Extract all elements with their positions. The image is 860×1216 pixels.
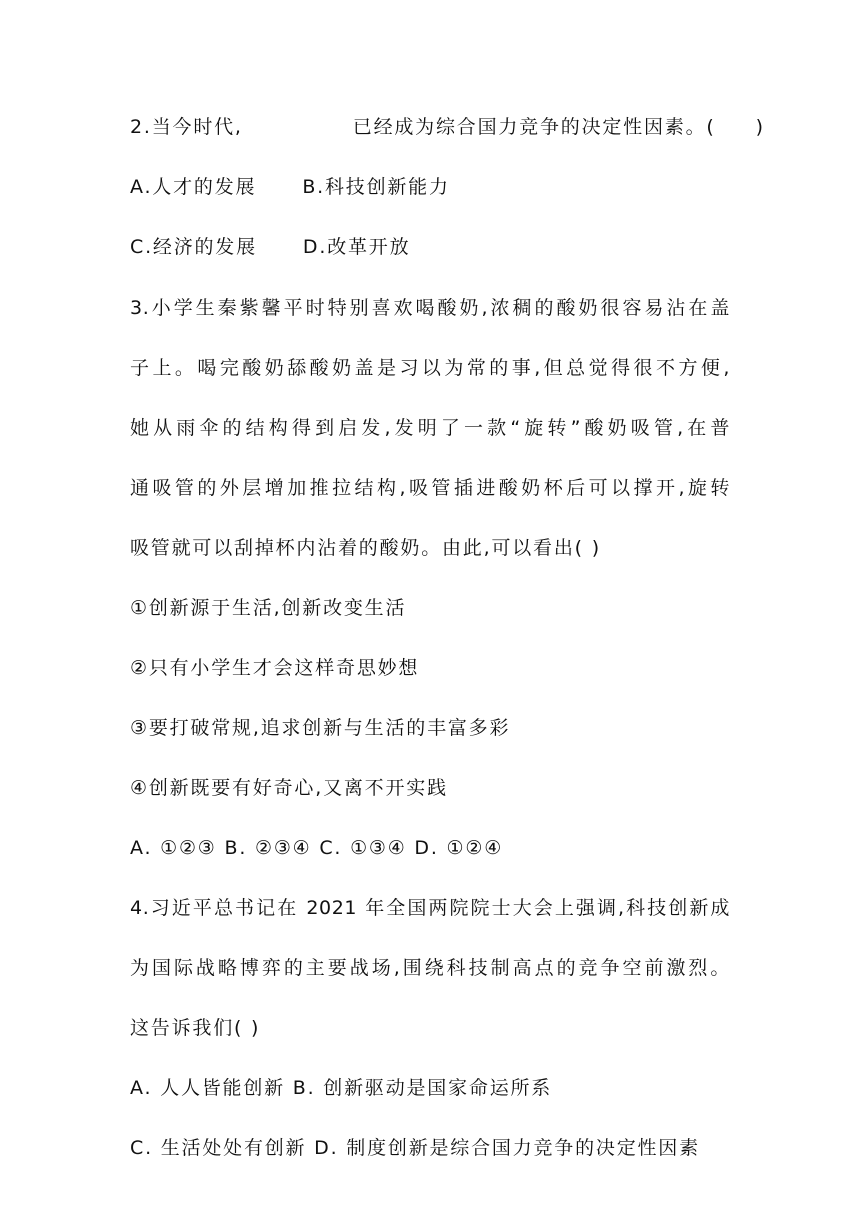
q4-options-cd: C. 生活处处有创新 D. 制度创新是综合国力竞争的决定性因素 [130,1137,700,1159]
q3-item-1: ①创新源于生活,创新改变生活 [130,597,407,619]
q2-stem-prefix: 2.当今时代, [130,116,243,138]
q2-option-a: A.人才的发展 [130,176,257,198]
q3-stem-line-5: 吸管就可以刮掉杯内沾着的酸奶。由此,可以看出( ) [130,537,601,559]
q3-options: A. ①②③ B. ②③④ C. ①③④ D. ①②④ [130,837,504,859]
q2-options-ab [130,173,450,201]
q2-option-d: D.改革开放 [302,236,411,258]
q4-stem-line-3: 这告诉我们( ) [130,1017,261,1039]
q2-options-cd [130,233,410,261]
q3-item-2: ②只有小学生才会这样奇思妙想 [130,657,420,679]
q2-option-c: C.经济的发展 [130,236,257,258]
q3-stem-line-1: 3.小学生秦紫馨平时特别喜欢喝酸奶,浓稠的酸奶很容易沾在盖 [130,297,730,319]
q3-item-3: ③要打破常规,追求创新与生活的丰富多彩 [130,717,511,739]
q4-stem-line-2: 为国际战略博弈的主要战场,围绕科技制高点的竞争空前激烈。 [130,957,730,979]
q3-stem-line-2: 子上。喝完酸奶舔酸奶盖是习以为常的事,但总觉得很不方便, [130,357,730,379]
q3-stem-line-4: 通吸管的外层增加推拉结构,吸管插进酸奶杯后可以撑开,旋转 [130,477,730,499]
q4-options-ab: A. 人人皆能创新 B. 创新驱动是国家命运所系 [130,1077,553,1099]
q4-stem-line-1: 4.习近平总书记在 2021 年全国两院院士大会上强调,科技创新成 [130,897,730,919]
q2-stem [130,113,765,141]
q2-option-b: B.科技创新能力 [302,176,450,198]
q3-item-4: ④创新既要有好奇心,又离不开实践 [130,777,448,799]
q2-stem-suffix: 已经成为综合国力竞争的决定性因素。( [352,116,716,138]
q2-paren-close: ) [755,116,765,138]
q3-stem-line-3: 她从雨伞的结构得到启发,发明了一款“旋转”酸奶吸管,在普 [130,417,730,439]
